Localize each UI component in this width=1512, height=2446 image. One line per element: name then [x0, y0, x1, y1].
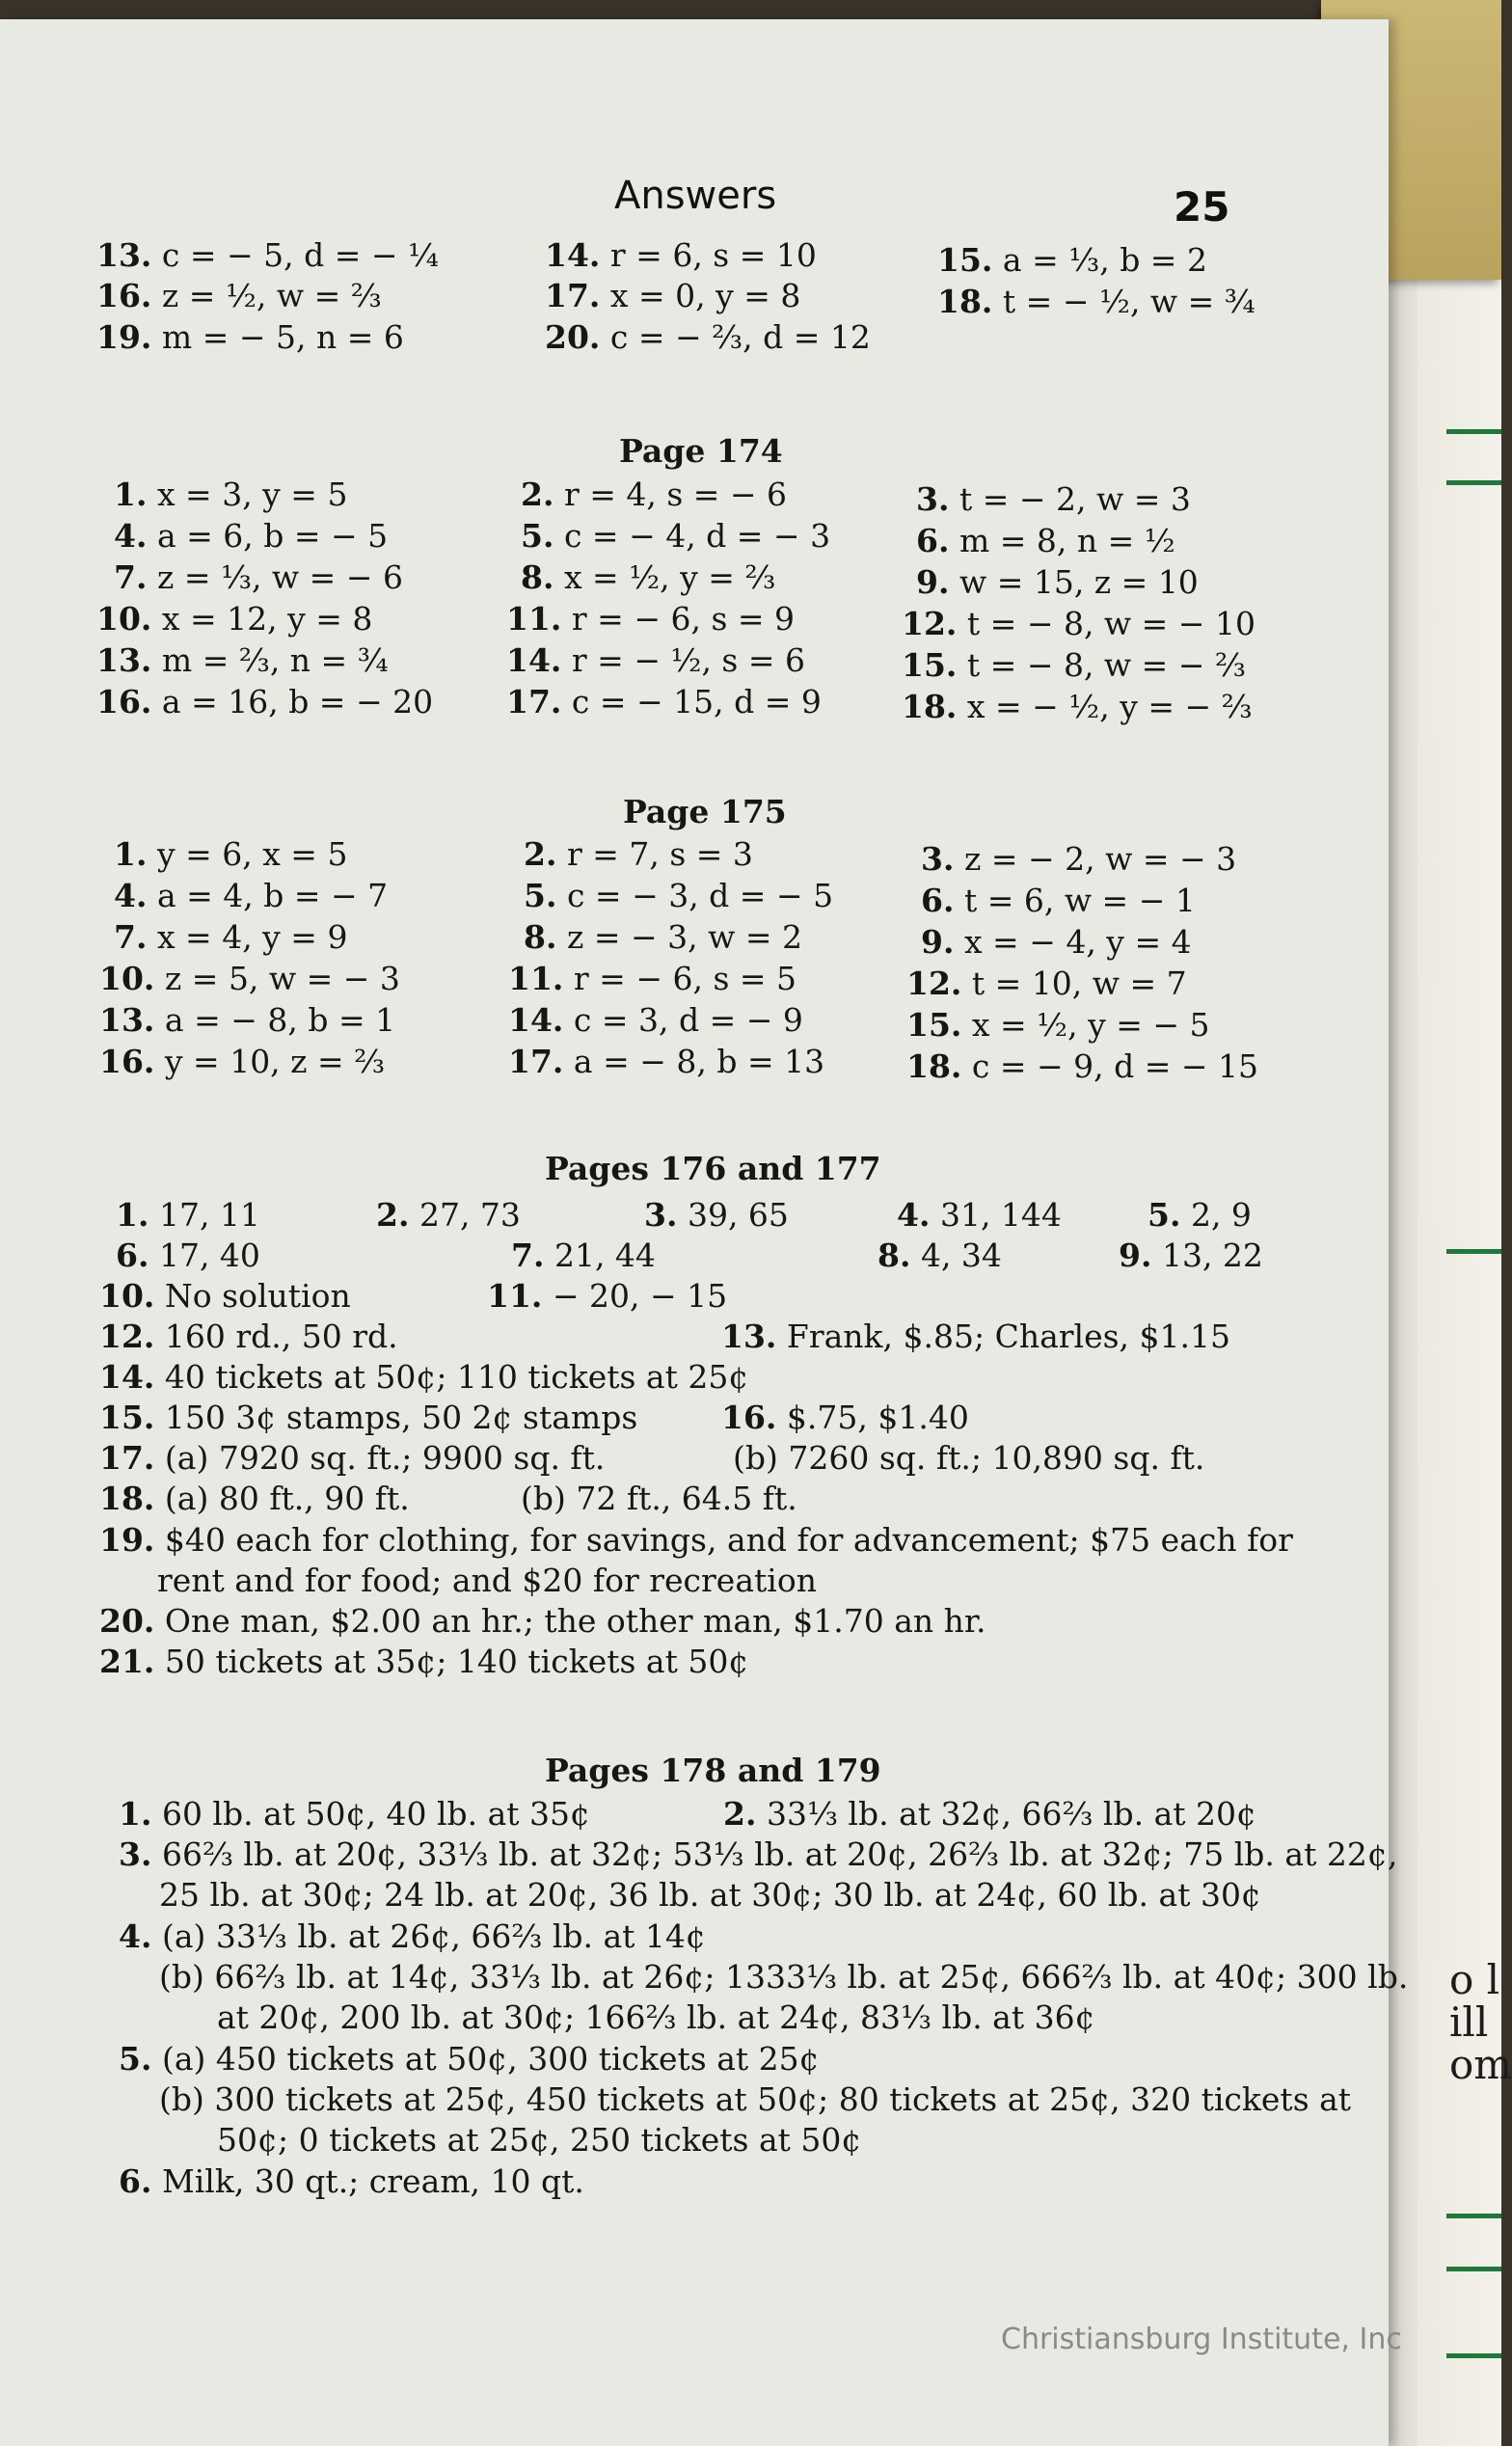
answer-item — [1119, 1237, 1263, 1274]
answer-number: 2. — [376, 1196, 410, 1234]
answer-text: r = − 6, s = 9 — [571, 600, 796, 638]
answer-text: x = 4, y = 9 — [156, 918, 348, 956]
answer-number: 5. — [521, 517, 554, 555]
answer-item — [119, 1835, 1398, 1873]
answer-text: 60 lb. at 50¢, 40 lb. at 35¢ — [161, 1795, 591, 1833]
answer-text: z = − 3, w = 2 — [566, 918, 802, 956]
answer-item — [1148, 1196, 1252, 1234]
answer-text: 66⅔ lb. at 20¢, 33⅓ lb. at 32¢; 53⅓ lb. at 20¢, 26⅔ lb. at 32¢; 75 lb. at 22¢, — [161, 1835, 1398, 1873]
answer-text: t = − 8, w = − ⅔ — [966, 646, 1246, 684]
answer-number: 7. — [114, 558, 148, 596]
answer-text: t = − 8, w = − 10 — [966, 605, 1256, 642]
answer-number: 19. — [96, 318, 152, 356]
answer-text: Milk, 30 qt.; cream, 10 qt. — [161, 2162, 584, 2200]
answer-item — [119, 2162, 584, 2200]
page-number: 25 — [1174, 183, 1230, 231]
answer-number: 12. — [902, 605, 958, 642]
answer-number: 15. — [937, 241, 993, 279]
answer-text: r = 7, s = 3 — [566, 835, 753, 873]
section-heading: Page 175 — [623, 793, 787, 830]
answer-text: a = 4, b = − 7 — [156, 877, 389, 914]
answer-item — [114, 476, 348, 513]
answer-item — [114, 558, 403, 596]
answer-text: r = − 6, s = 5 — [573, 960, 797, 997]
answer-item — [506, 641, 805, 679]
answer-item — [99, 1602, 986, 1640]
answer-number: 14. — [508, 1001, 564, 1039]
answer-text: 2, 9 — [1190, 1196, 1252, 1234]
answer-item — [96, 277, 382, 314]
answer-text: a = 6, b = − 5 — [156, 517, 389, 555]
answer-text: a = 16, b = − 20 — [161, 683, 434, 720]
answer-text: 33⅓ lb. at 32¢, 66⅔ lb. at 20¢ — [766, 1795, 1257, 1833]
answer-item — [506, 600, 796, 638]
answer-text: r = 6, s = 10 — [609, 236, 817, 274]
answer-text: (a) 80 ft., 90 ft. — [164, 1480, 410, 1517]
answer-number: 16. — [96, 683, 152, 720]
answer-number: 18. — [99, 1480, 155, 1517]
answer-text: y = 10, z = ⅔ — [164, 1043, 386, 1080]
answer-item — [524, 835, 753, 873]
answer-number: 1. — [114, 476, 148, 513]
answer-item — [721, 1399, 969, 1436]
answer-item — [521, 558, 776, 596]
answer-item — [99, 1318, 398, 1355]
answer-number: 17. — [545, 277, 601, 314]
answer-number: 9. — [921, 923, 955, 961]
answer-item — [916, 480, 1191, 518]
answer-text: t = 6, w = − 1 — [963, 882, 1196, 919]
answer-number: 8. — [524, 918, 557, 956]
answer-item — [99, 1643, 749, 1680]
answer-number: 9. — [916, 563, 950, 601]
answer-item — [508, 960, 797, 997]
answer-number: 4. — [114, 517, 148, 555]
answer-text: x = 12, y = 8 — [161, 600, 373, 638]
answer-number: 14. — [506, 641, 562, 679]
green-rule — [1446, 2267, 1501, 2271]
green-rule — [1446, 429, 1501, 434]
answer-text: 4, 34 — [920, 1237, 1002, 1274]
answer-item — [644, 1196, 789, 1234]
answer-text: m = 8, n = ½ — [958, 522, 1175, 559]
answer-item — [487, 1277, 728, 1315]
answer-item — [96, 600, 373, 638]
answer-number: 14. — [99, 1358, 155, 1396]
answer-text: − 20, − 15 — [552, 1277, 728, 1315]
answer-number: 13. — [99, 1001, 155, 1039]
answer-number: 11. — [487, 1277, 543, 1315]
answer-number: 20. — [545, 318, 601, 356]
answer-text: 17, 40 — [158, 1237, 260, 1274]
answer-item — [159, 1958, 1409, 1996]
answer-text: 40 tickets at 50¢; 110 tickets at 25¢ — [164, 1358, 749, 1396]
answer-number: 1. — [116, 1196, 149, 1234]
answer-item — [119, 2040, 820, 2078]
answer-number: 13. — [96, 236, 152, 274]
answer-item — [508, 1001, 803, 1039]
answer-number: 3. — [916, 480, 950, 518]
answer-number: 1. — [119, 1795, 152, 1833]
answer-text: (b) 66⅔ lb. at 14¢, 33⅓ lb. at 26¢; 1333⅓ lb. at 25¢, 666⅔ lb. at 40¢; 300 lb. — [159, 1958, 1409, 1996]
answer-number: 21. — [99, 1643, 155, 1680]
answer-number: 12. — [906, 965, 962, 1002]
answer-number: 2. — [524, 835, 557, 873]
answer-text: rent and for food; and $20 for recreation — [157, 1562, 817, 1599]
answer-item — [159, 1876, 1261, 1914]
answer-text: c = − 9, d = − 15 — [971, 1047, 1259, 1085]
answer-number: 10. — [96, 600, 152, 638]
answer-text: x = ½, y = ⅔ — [563, 558, 776, 596]
answer-number: 14. — [545, 236, 601, 274]
answer-number: 3. — [644, 1196, 678, 1234]
answer-text: t = 10, w = 7 — [971, 965, 1187, 1002]
answer-number: 19. — [99, 1521, 155, 1559]
answer-text: 150 3¢ stamps, 50 2¢ stamps — [164, 1399, 638, 1436]
answer-text: (a) 450 tickets at 50¢, 300 tickets at 25¢ — [161, 2040, 820, 2078]
answer-item — [217, 1998, 1095, 2036]
page-title: Answers — [614, 174, 777, 218]
answer-number: 17. — [99, 1439, 155, 1477]
answer-number: 6. — [116, 1237, 149, 1274]
answer-item — [906, 965, 1187, 1002]
green-rule — [1446, 2214, 1501, 2218]
answer-number: 7. — [114, 918, 148, 956]
answer-text: x = − 4, y = 4 — [963, 923, 1192, 961]
answer-item — [119, 1917, 706, 1955]
answer-item — [508, 1043, 825, 1080]
adjacent-page-fragment: ill — [1449, 1998, 1489, 2046]
answer-text: c = − 5, d = − ¼ — [161, 236, 440, 274]
answer-item — [906, 1006, 1210, 1044]
answer-number: 4. — [897, 1196, 931, 1234]
answer-text: 17, 11 — [158, 1196, 260, 1234]
answer-number: 10. — [99, 960, 155, 997]
answer-text: 31, 144 — [939, 1196, 1062, 1234]
answer-text: c = 3, d = − 9 — [573, 1001, 803, 1039]
answer-text: Frank, $.85; Charles, $1.15 — [786, 1318, 1231, 1355]
answer-text: z = ½, w = ⅔ — [161, 277, 382, 314]
green-rule — [1446, 480, 1501, 485]
answer-item — [96, 236, 440, 274]
section-heading: Page 174 — [619, 432, 783, 470]
answer-number: 16. — [721, 1399, 777, 1436]
answer-number: 10. — [99, 1277, 155, 1315]
answer-number: 5. — [524, 877, 557, 914]
answer-item — [524, 877, 834, 914]
answer-text: z = − 2, w = − 3 — [963, 840, 1237, 878]
answer-text: 39, 65 — [687, 1196, 789, 1234]
answer-text: (a) 7920 sq. ft.; 9900 sq. ft. — [164, 1439, 606, 1477]
answer-text: x = 3, y = 5 — [156, 476, 348, 513]
answer-number: 6. — [916, 522, 950, 559]
answer-number: 15. — [902, 646, 958, 684]
answer-text: m = − 5, n = 6 — [161, 318, 404, 356]
answer-item — [217, 2121, 862, 2159]
answer-text: a = ⅓, b = 2 — [1002, 241, 1207, 279]
answer-item — [921, 840, 1237, 878]
answer-item — [96, 683, 434, 720]
answer-number: 2. — [723, 1795, 757, 1833]
answer-number: 18. — [937, 283, 993, 320]
answer-number: 6. — [921, 882, 955, 919]
answer-number: 20. — [99, 1602, 155, 1640]
answer-item — [906, 1047, 1259, 1085]
answer-number: 8. — [878, 1237, 911, 1274]
answer-item — [921, 882, 1196, 919]
answer-number: 5. — [1148, 1196, 1181, 1234]
answer-text: z = ⅓, w = − 6 — [156, 558, 403, 596]
answer-number: 7. — [511, 1237, 545, 1274]
answer-number: 1. — [114, 835, 148, 873]
answer-text: One man, $2.00 an hr.; the other man, $1.70 an hr. — [164, 1602, 986, 1640]
answer-number: 2. — [521, 476, 554, 513]
answer-item — [521, 476, 788, 513]
answer-item — [114, 517, 389, 555]
answer-text: t = − 2, w = 3 — [958, 480, 1191, 518]
answer-text: z = 5, w = − 3 — [164, 960, 400, 997]
answer-text: (b) 72 ft., 64.5 ft. — [521, 1480, 797, 1517]
answer-item — [521, 1480, 797, 1517]
answer-item — [114, 918, 348, 956]
answer-item — [902, 646, 1246, 684]
answer-text: x = 0, y = 8 — [609, 277, 801, 314]
answer-item — [99, 1399, 638, 1436]
answer-number: 11. — [508, 960, 564, 997]
answer-number: 13. — [96, 641, 152, 679]
answer-number: 3. — [119, 1835, 152, 1873]
answer-text: a = − 8, b = 1 — [164, 1001, 396, 1039]
green-rule — [1446, 2353, 1501, 2358]
answer-text: a = − 8, b = 13 — [573, 1043, 825, 1080]
answer-text: m = ⅔, n = ¾ — [161, 641, 389, 679]
answer-item — [99, 1439, 606, 1477]
answer-item — [99, 1358, 749, 1396]
answer-item — [902, 688, 1253, 725]
answer-text: 50¢; 0 tickets at 25¢, 250 tickets at 50¢ — [217, 2121, 862, 2159]
answer-item — [921, 923, 1192, 961]
answer-item — [99, 1480, 410, 1517]
green-rule — [1446, 1249, 1501, 1254]
answer-number: 13. — [721, 1318, 777, 1355]
answer-text: $40 each for clothing, for savings, and for advancement; $75 each for — [164, 1521, 1293, 1559]
answer-text: 13, 22 — [1161, 1237, 1263, 1274]
answer-number: 8. — [521, 558, 554, 596]
answer-number: 15. — [99, 1399, 155, 1436]
answer-number: 9. — [1119, 1237, 1152, 1274]
answer-item — [99, 1521, 1293, 1559]
answer-item — [937, 241, 1207, 279]
answer-text: t = − ½, w = ¾ — [1002, 283, 1256, 320]
answer-text: w = 15, z = 10 — [958, 563, 1199, 601]
answer-number: 16. — [99, 1043, 155, 1080]
answer-text: x = ½, y = − 5 — [971, 1006, 1210, 1044]
watermark: Christiansburg Institute, Inc — [1001, 2323, 1402, 2356]
answer-item — [159, 2080, 1352, 2118]
answer-item — [96, 641, 389, 679]
adjacent-page-fragment: o l — [1449, 1956, 1500, 2003]
answer-text: at 20¢, 200 lb. at 30¢; 166⅔ lb. at 24¢, 83⅓ lb. at 36¢ — [217, 1998, 1095, 2036]
answer-item — [545, 318, 871, 356]
answer-number: 3. — [921, 840, 955, 878]
answer-item — [723, 1795, 1257, 1833]
answer-item — [897, 1196, 1062, 1234]
answer-number: 12. — [99, 1318, 155, 1355]
answer-number: 17. — [506, 683, 562, 720]
answer-item — [96, 318, 404, 356]
answer-number: 18. — [906, 1047, 962, 1085]
answer-item — [116, 1237, 260, 1274]
answer-item — [545, 236, 817, 274]
answer-item — [506, 683, 822, 720]
answer-text: c = − ⅔, d = 12 — [609, 318, 871, 356]
answer-text: c = − 3, d = − 5 — [566, 877, 834, 914]
answer-item — [916, 522, 1175, 559]
answer-number: 4. — [114, 877, 148, 914]
answer-number: 17. — [508, 1043, 564, 1080]
answer-item — [916, 563, 1199, 601]
answer-item — [721, 1318, 1231, 1355]
answer-item — [157, 1562, 817, 1599]
answer-item — [114, 835, 348, 873]
answer-item — [733, 1439, 1205, 1477]
answer-item — [99, 1043, 386, 1080]
answer-item — [902, 605, 1256, 642]
answer-text: 50 tickets at 35¢; 140 tickets at 50¢ — [164, 1643, 749, 1680]
answer-item — [116, 1196, 260, 1234]
answer-number: 6. — [119, 2162, 152, 2200]
answer-number: 5. — [119, 2040, 152, 2078]
answer-item — [114, 877, 389, 914]
answer-number: 11. — [506, 600, 562, 638]
answer-number: 4. — [119, 1917, 152, 1955]
answer-item — [99, 960, 400, 997]
answer-text: $.75, $1.40 — [786, 1399, 969, 1436]
answer-item — [99, 1277, 351, 1315]
answer-text: 160 rd., 50 rd. — [164, 1318, 398, 1355]
answer-text: r = − ½, s = 6 — [571, 641, 805, 679]
answer-text: (b) 7260 sq. ft.; 10,890 sq. ft. — [733, 1439, 1205, 1477]
answer-text: No solution — [164, 1277, 351, 1315]
answer-text: r = 4, s = − 6 — [563, 476, 788, 513]
answer-text: c = − 4, d = − 3 — [563, 517, 831, 555]
answer-item — [99, 1001, 396, 1039]
section-heading: Pages 178 and 179 — [545, 1752, 881, 1789]
adjacent-page-fragment: om — [1449, 2041, 1512, 2088]
answer-item — [878, 1237, 1002, 1274]
answer-text: 25 lb. at 30¢; 24 lb. at 20¢, 36 lb. at 30¢; 30 lb. at 24¢, 60 lb. at 30¢ — [159, 1876, 1261, 1914]
answer-item — [521, 517, 831, 555]
answer-text: (b) 300 tickets at 25¢, 450 tickets at 50¢; 80 tickets at 25¢, 320 tickets at — [159, 2080, 1352, 2118]
answer-text: y = 6, x = 5 — [156, 835, 348, 873]
answer-text: x = − ½, y = − ⅔ — [966, 688, 1253, 725]
answer-item — [511, 1237, 656, 1274]
answer-text: (a) 33⅓ lb. at 26¢, 66⅔ lb. at 14¢ — [161, 1917, 706, 1955]
answer-number: 16. — [96, 277, 152, 314]
answer-text: 21, 44 — [554, 1237, 656, 1274]
answer-item — [524, 918, 802, 956]
answer-item — [545, 277, 801, 314]
answer-text: c = − 15, d = 9 — [571, 683, 822, 720]
answer-item — [119, 1795, 591, 1833]
answer-text: 27, 73 — [418, 1196, 521, 1234]
answer-item — [376, 1196, 521, 1234]
answer-number: 18. — [902, 688, 958, 725]
answer-number: 15. — [906, 1006, 962, 1044]
answer-item — [937, 283, 1256, 320]
section-heading: Pages 176 and 177 — [545, 1150, 881, 1187]
